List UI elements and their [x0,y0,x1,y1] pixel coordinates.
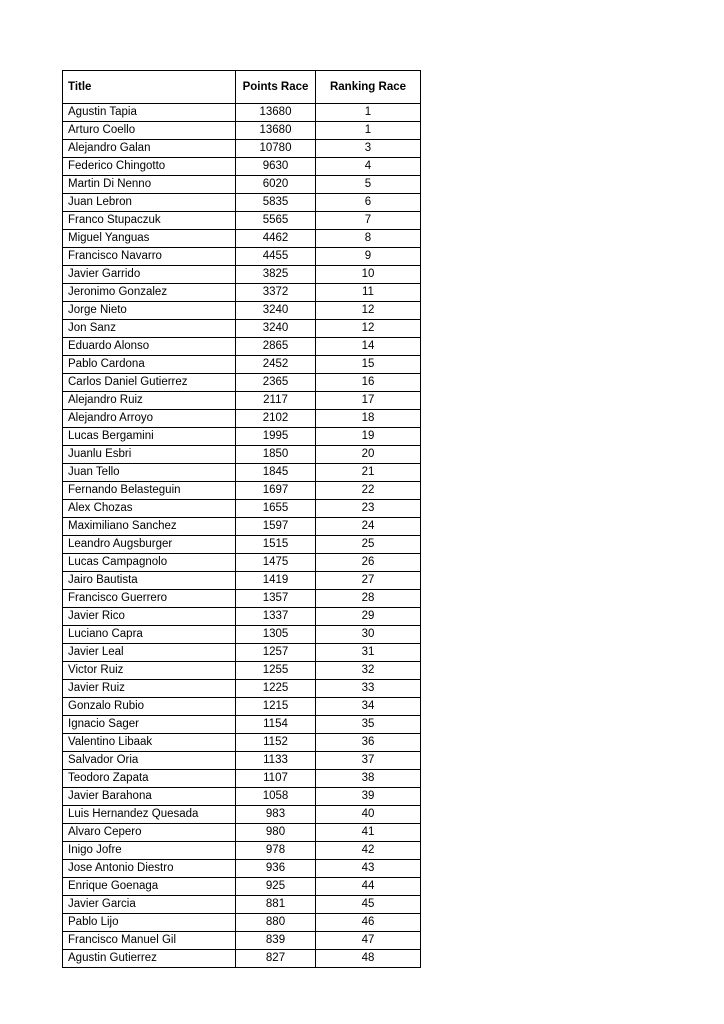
ranking-cell: 8 [316,230,421,248]
table-row [63,914,421,932]
title-cell: Jairo Bautista [63,572,236,590]
title-cell: Agustin Tapia [63,104,236,122]
title-cell: Francisco Guerrero [63,590,236,608]
ranking-cell: 1 [316,104,421,122]
points-cell: 980 [236,824,316,842]
table-row [63,878,421,896]
ranking-cell: 35 [316,716,421,734]
table-row [63,176,421,194]
points-cell: 1655 [236,500,316,518]
title-cell: Javier Leal [63,644,236,662]
ranking-cell: 1 [316,122,421,140]
points-cell: 2365 [236,374,316,392]
points-cell: 1697 [236,482,316,500]
table-row [63,590,421,608]
title-cell: Maximiliano Sanchez [63,518,236,536]
ranking-cell: 33 [316,680,421,698]
points-cell: 1475 [236,554,316,572]
ranking-cell: 46 [316,914,421,932]
points-cell: 2117 [236,392,316,410]
ranking-cell: 23 [316,500,421,518]
title-cell: Eduardo Alonso [63,338,236,356]
table-row [63,446,421,464]
points-cell: 978 [236,842,316,860]
points-cell: 925 [236,878,316,896]
ranking-cell: 18 [316,410,421,428]
ranking-cell: 19 [316,428,421,446]
points-cell: 9630 [236,158,316,176]
points-cell: 3372 [236,284,316,302]
points-cell: 6020 [236,176,316,194]
title-cell: Jose Antonio Diestro [63,860,236,878]
ranking-cell: 45 [316,896,421,914]
ranking-cell: 17 [316,392,421,410]
points-cell: 1357 [236,590,316,608]
points-cell: 4455 [236,248,316,266]
ranking-cell: 31 [316,644,421,662]
title-cell: Javier Ruiz [63,680,236,698]
points-cell: 881 [236,896,316,914]
points-cell: 936 [236,860,316,878]
title-cell: Juan Tello [63,464,236,482]
ranking-cell: 12 [316,302,421,320]
table-row [63,644,421,662]
points-cell: 839 [236,932,316,950]
table-row [63,770,421,788]
points-cell: 13680 [236,122,316,140]
ranking-cell: 29 [316,608,421,626]
title-cell: Francisco Manuel Gil [63,932,236,950]
title-cell: Enrique Goenaga [63,878,236,896]
points-cell: 1850 [236,446,316,464]
points-cell: 1215 [236,698,316,716]
ranking-cell: 25 [316,536,421,554]
points-cell: 1845 [236,464,316,482]
ranking-cell: 12 [316,320,421,338]
points-cell: 1337 [236,608,316,626]
table-row [63,374,421,392]
table-row [63,896,421,914]
ranking-cell: 48 [316,950,421,968]
points-cell: 1419 [236,572,316,590]
points-cell: 2102 [236,410,316,428]
title-cell: Victor Ruiz [63,662,236,680]
title-cell: Carlos Daniel Gutierrez [63,374,236,392]
title-cell: Javier Garrido [63,266,236,284]
points-cell: 13680 [236,104,316,122]
table-row [63,230,421,248]
ranking-cell: 39 [316,788,421,806]
title-cell: Jorge Nieto [63,302,236,320]
ranking-cell: 14 [316,338,421,356]
table-row [63,266,421,284]
points-cell: 10780 [236,140,316,158]
title-cell: Javier Barahona [63,788,236,806]
title-cell: Leandro Augsburger [63,536,236,554]
ranking-cell: 4 [316,158,421,176]
ranking-cell: 37 [316,752,421,770]
title-cell: Luis Hernandez Quesada [63,806,236,824]
title-cell: Teodoro Zapata [63,770,236,788]
table-row [63,752,421,770]
table-row [63,680,421,698]
table-row [63,356,421,374]
ranking-cell: 40 [316,806,421,824]
ranking-cell: 43 [316,860,421,878]
ranking-cell: 42 [316,842,421,860]
ranking-cell: 3 [316,140,421,158]
ranking-cell: 36 [316,734,421,752]
table-row [63,104,421,122]
points-cell: 1257 [236,644,316,662]
points-cell: 5565 [236,212,316,230]
title-cell: Alex Chozas [63,500,236,518]
header-row [63,71,421,104]
table-row [63,158,421,176]
points-cell: 1133 [236,752,316,770]
points-cell: 827 [236,950,316,968]
table-row [63,500,421,518]
points-cell: 1152 [236,734,316,752]
table-row [63,608,421,626]
table-row [63,824,421,842]
ranking-cell: 38 [316,770,421,788]
points-cell: 983 [236,806,316,824]
table-row [63,626,421,644]
points-cell: 1058 [236,788,316,806]
ranking-cell: 27 [316,572,421,590]
table-row [63,518,421,536]
title-cell: Agustin Gutierrez [63,950,236,968]
table-row [63,482,421,500]
title-cell: Jeronimo Gonzalez [63,284,236,302]
table-row [63,194,421,212]
table-row [63,554,421,572]
points-cell: 1305 [236,626,316,644]
ranking-cell: 28 [316,590,421,608]
points-cell: 5835 [236,194,316,212]
title-cell: Salvador Oria [63,752,236,770]
title-cell: Alejandro Arroyo [63,410,236,428]
title-cell: Federico Chingotto [63,158,236,176]
points-cell: 3240 [236,320,316,338]
title-cell: Javier Garcia [63,896,236,914]
table-row [63,698,421,716]
points-cell: 1255 [236,662,316,680]
title-cell: Gonzalo Rubio [63,698,236,716]
table-row [63,392,421,410]
points-cell: 1515 [236,536,316,554]
ranking-table [62,70,421,968]
title-cell: Arturo Coello [63,122,236,140]
table-row [63,338,421,356]
ranking-cell: 41 [316,824,421,842]
title-cell: Lucas Bergamini [63,428,236,446]
table-row [63,428,421,446]
table-row [63,536,421,554]
header-ranking: Ranking Race [316,71,421,104]
table-row [63,464,421,482]
title-cell: Miguel Yanguas [63,230,236,248]
table-row [63,248,421,266]
table-row [63,284,421,302]
table-row [63,572,421,590]
title-cell: Alvaro Cepero [63,824,236,842]
table-row [63,842,421,860]
ranking-cell: 20 [316,446,421,464]
title-cell: Pablo Cardona [63,356,236,374]
ranking-cell: 6 [316,194,421,212]
title-cell: Lucas Campagnolo [63,554,236,572]
points-cell: 1225 [236,680,316,698]
ranking-cell: 22 [316,482,421,500]
table-row [63,212,421,230]
table-row [63,122,421,140]
ranking-cell: 26 [316,554,421,572]
table-row [63,860,421,878]
points-cell: 3240 [236,302,316,320]
table-row [63,320,421,338]
table-row [63,410,421,428]
table-row [63,662,421,680]
ranking-cell: 47 [316,932,421,950]
ranking-cell: 7 [316,212,421,230]
ranking-cell: 11 [316,284,421,302]
title-cell: Javier Rico [63,608,236,626]
ranking-cell: 16 [316,374,421,392]
title-cell: Alejandro Galan [63,140,236,158]
title-cell: Franco Stupaczuk [63,212,236,230]
header-title: Title [63,71,236,104]
title-cell: Luciano Capra [63,626,236,644]
title-cell: Inigo Jofre [63,842,236,860]
ranking-cell: 10 [316,266,421,284]
points-cell: 1154 [236,716,316,734]
ranking-cell: 9 [316,248,421,266]
table-body [63,104,421,968]
points-cell: 1995 [236,428,316,446]
table-row [63,806,421,824]
points-cell: 1107 [236,770,316,788]
ranking-cell: 5 [316,176,421,194]
ranking-cell: 21 [316,464,421,482]
title-cell: Valentino Libaak [63,734,236,752]
points-cell: 3825 [236,266,316,284]
table-row [63,302,421,320]
ranking-cell: 24 [316,518,421,536]
title-cell: Juan Lebron [63,194,236,212]
table-row [63,950,421,968]
points-cell: 1597 [236,518,316,536]
ranking-cell: 15 [316,356,421,374]
title-cell: Alejandro Ruiz [63,392,236,410]
points-cell: 880 [236,914,316,932]
ranking-cell: 34 [316,698,421,716]
table-row [63,716,421,734]
table-row [63,788,421,806]
points-cell: 2452 [236,356,316,374]
ranking-cell: 30 [316,626,421,644]
ranking-cell: 44 [316,878,421,896]
table-row [63,932,421,950]
title-cell: Martin Di Nenno [63,176,236,194]
title-cell: Jon Sanz [63,320,236,338]
title-cell: Pablo Lijo [63,914,236,932]
title-cell: Ignacio Sager [63,716,236,734]
points-cell: 2865 [236,338,316,356]
ranking-cell: 32 [316,662,421,680]
title-cell: Juanlu Esbri [63,446,236,464]
title-cell: Francisco Navarro [63,248,236,266]
table-row [63,140,421,158]
table-row [63,734,421,752]
title-cell: Fernando Belasteguin [63,482,236,500]
points-cell: 4462 [236,230,316,248]
header-points: Points Race [236,71,316,104]
